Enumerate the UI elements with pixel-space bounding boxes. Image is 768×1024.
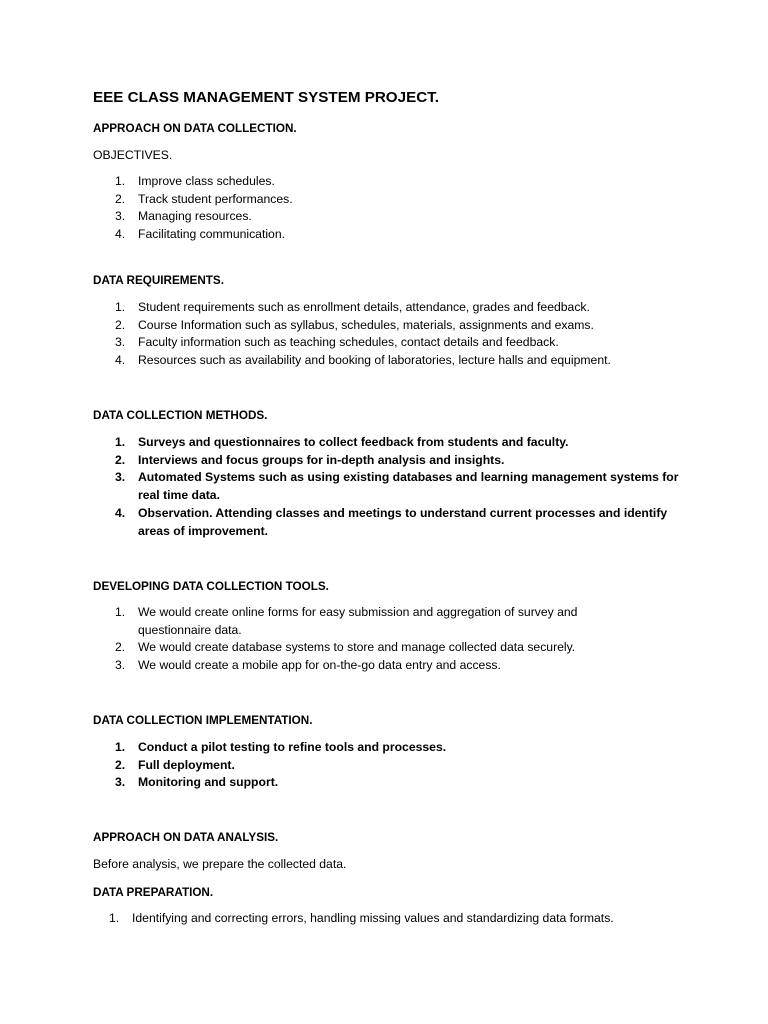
list-number: 3. bbox=[115, 470, 126, 485]
list-number: 1. bbox=[109, 911, 120, 925]
list-number: 1. bbox=[115, 435, 126, 449]
list-number: 2. bbox=[115, 640, 126, 655]
list-text: Resources such as availability and booking of laboratories, lecture halls and equipment. bbox=[138, 353, 611, 368]
list-item bbox=[93, 191, 293, 209]
list-number: 4. bbox=[115, 353, 126, 368]
collection-methods-list bbox=[93, 434, 678, 540]
list-text-continued: questionnaire data. bbox=[138, 622, 242, 637]
list-item bbox=[93, 334, 611, 352]
list-text: Observation. Attending classes and meetings to understand current processes and identify bbox=[138, 505, 668, 520]
list-text: Student requirements such as enrollment details, attendance, grades and feedback. bbox=[138, 300, 590, 314]
document-title: EEE CLASS MANAGEMENT SYSTEM PROJECT. bbox=[93, 89, 439, 106]
heading-approach-analysis: APPROACH ON DATA ANALYSIS. bbox=[93, 831, 279, 844]
list-text: Managing resources. bbox=[138, 209, 252, 224]
list-text: Automated Systems such as using existing databases and learning management systems for bbox=[138, 470, 679, 485]
list-text: Full deployment. bbox=[138, 757, 235, 772]
list-item bbox=[93, 469, 678, 504]
heading-collection-tools: DEVELOPING DATA COLLECTION TOOLS. bbox=[93, 580, 329, 593]
list-text: Track student performances. bbox=[138, 191, 293, 206]
collection-tools-list bbox=[93, 604, 577, 675]
heading-implementation: DATA COLLECTION IMPLEMENTATION. bbox=[93, 714, 313, 727]
list-number: 2. bbox=[115, 317, 126, 332]
list-number: 1. bbox=[115, 605, 126, 619]
list-item bbox=[93, 173, 293, 191]
analysis-intro-paragraph: Before analysis, we prepare the collected data. bbox=[93, 857, 347, 871]
list-text: We would create a mobile app for on-the-go data entry and access. bbox=[138, 658, 501, 673]
list-item bbox=[93, 757, 446, 775]
heading-collection-methods: DATA COLLECTION METHODS. bbox=[93, 409, 268, 422]
list-item bbox=[93, 452, 678, 470]
data-requirements-list bbox=[93, 299, 611, 370]
list-text: We would create database systems to store and manage collected data securely. bbox=[138, 640, 576, 655]
list-text: We would create online forms for easy submission and aggregation of survey and bbox=[138, 605, 578, 619]
list-number: 3. bbox=[115, 335, 126, 350]
list-text: Identifying and correcting errors, handling missing values and standardizing data formats. bbox=[132, 911, 614, 925]
list-number: 2. bbox=[115, 191, 126, 206]
list-item bbox=[93, 208, 293, 226]
list-item bbox=[93, 739, 446, 757]
list-number: 2. bbox=[115, 452, 126, 467]
heading-data-requirements: DATA REQUIREMENTS. bbox=[93, 274, 224, 287]
list-number: 4. bbox=[115, 227, 126, 242]
list-text-continued: areas of improvement. bbox=[138, 523, 269, 538]
list-number: 1. bbox=[115, 740, 126, 754]
list-number: 2. bbox=[115, 757, 126, 772]
list-number: 3. bbox=[115, 658, 126, 673]
list-item bbox=[93, 604, 577, 639]
list-item bbox=[93, 317, 611, 335]
list-item bbox=[93, 299, 611, 317]
list-text: Interviews and focus groups for in-depth analysis and insights. bbox=[138, 452, 505, 467]
list-text: Surveys and questionnaires to collect feedback from students and faculty. bbox=[138, 435, 569, 449]
list-number: 3. bbox=[115, 209, 126, 224]
list-item bbox=[93, 774, 446, 792]
list-text: Monitoring and support. bbox=[138, 775, 279, 790]
objectives-list bbox=[93, 173, 293, 244]
implementation-list bbox=[93, 739, 446, 792]
list-text: Improve class schedules. bbox=[138, 174, 275, 188]
list-number: 1. bbox=[115, 300, 126, 314]
list-item bbox=[93, 226, 293, 244]
data-preparation-list bbox=[93, 910, 614, 928]
list-item bbox=[93, 434, 678, 452]
list-text-continued: real time data. bbox=[138, 488, 220, 503]
list-item bbox=[93, 657, 577, 675]
list-item bbox=[93, 505, 678, 540]
list-number: 4. bbox=[115, 505, 126, 520]
list-text: Conduct a pilot testing to refine tools and processes. bbox=[138, 740, 447, 754]
list-text: Course Information such as syllabus, schedules, materials, assignments and exams. bbox=[138, 317, 594, 332]
heading-approach-collection: APPROACH ON DATA COLLECTION. bbox=[93, 122, 297, 135]
list-item bbox=[93, 352, 611, 370]
list-text: Faculty information such as teaching schedules, contact details and feedback. bbox=[138, 335, 559, 350]
list-number: 3. bbox=[115, 775, 126, 790]
list-number: 1. bbox=[115, 174, 126, 188]
list-item bbox=[93, 639, 577, 657]
heading-data-preparation: DATA PREPARATION. bbox=[93, 886, 214, 899]
list-item bbox=[93, 910, 614, 928]
list-text: Facilitating communication. bbox=[138, 227, 285, 242]
objectives-heading: OBJECTIVES. bbox=[93, 148, 173, 162]
